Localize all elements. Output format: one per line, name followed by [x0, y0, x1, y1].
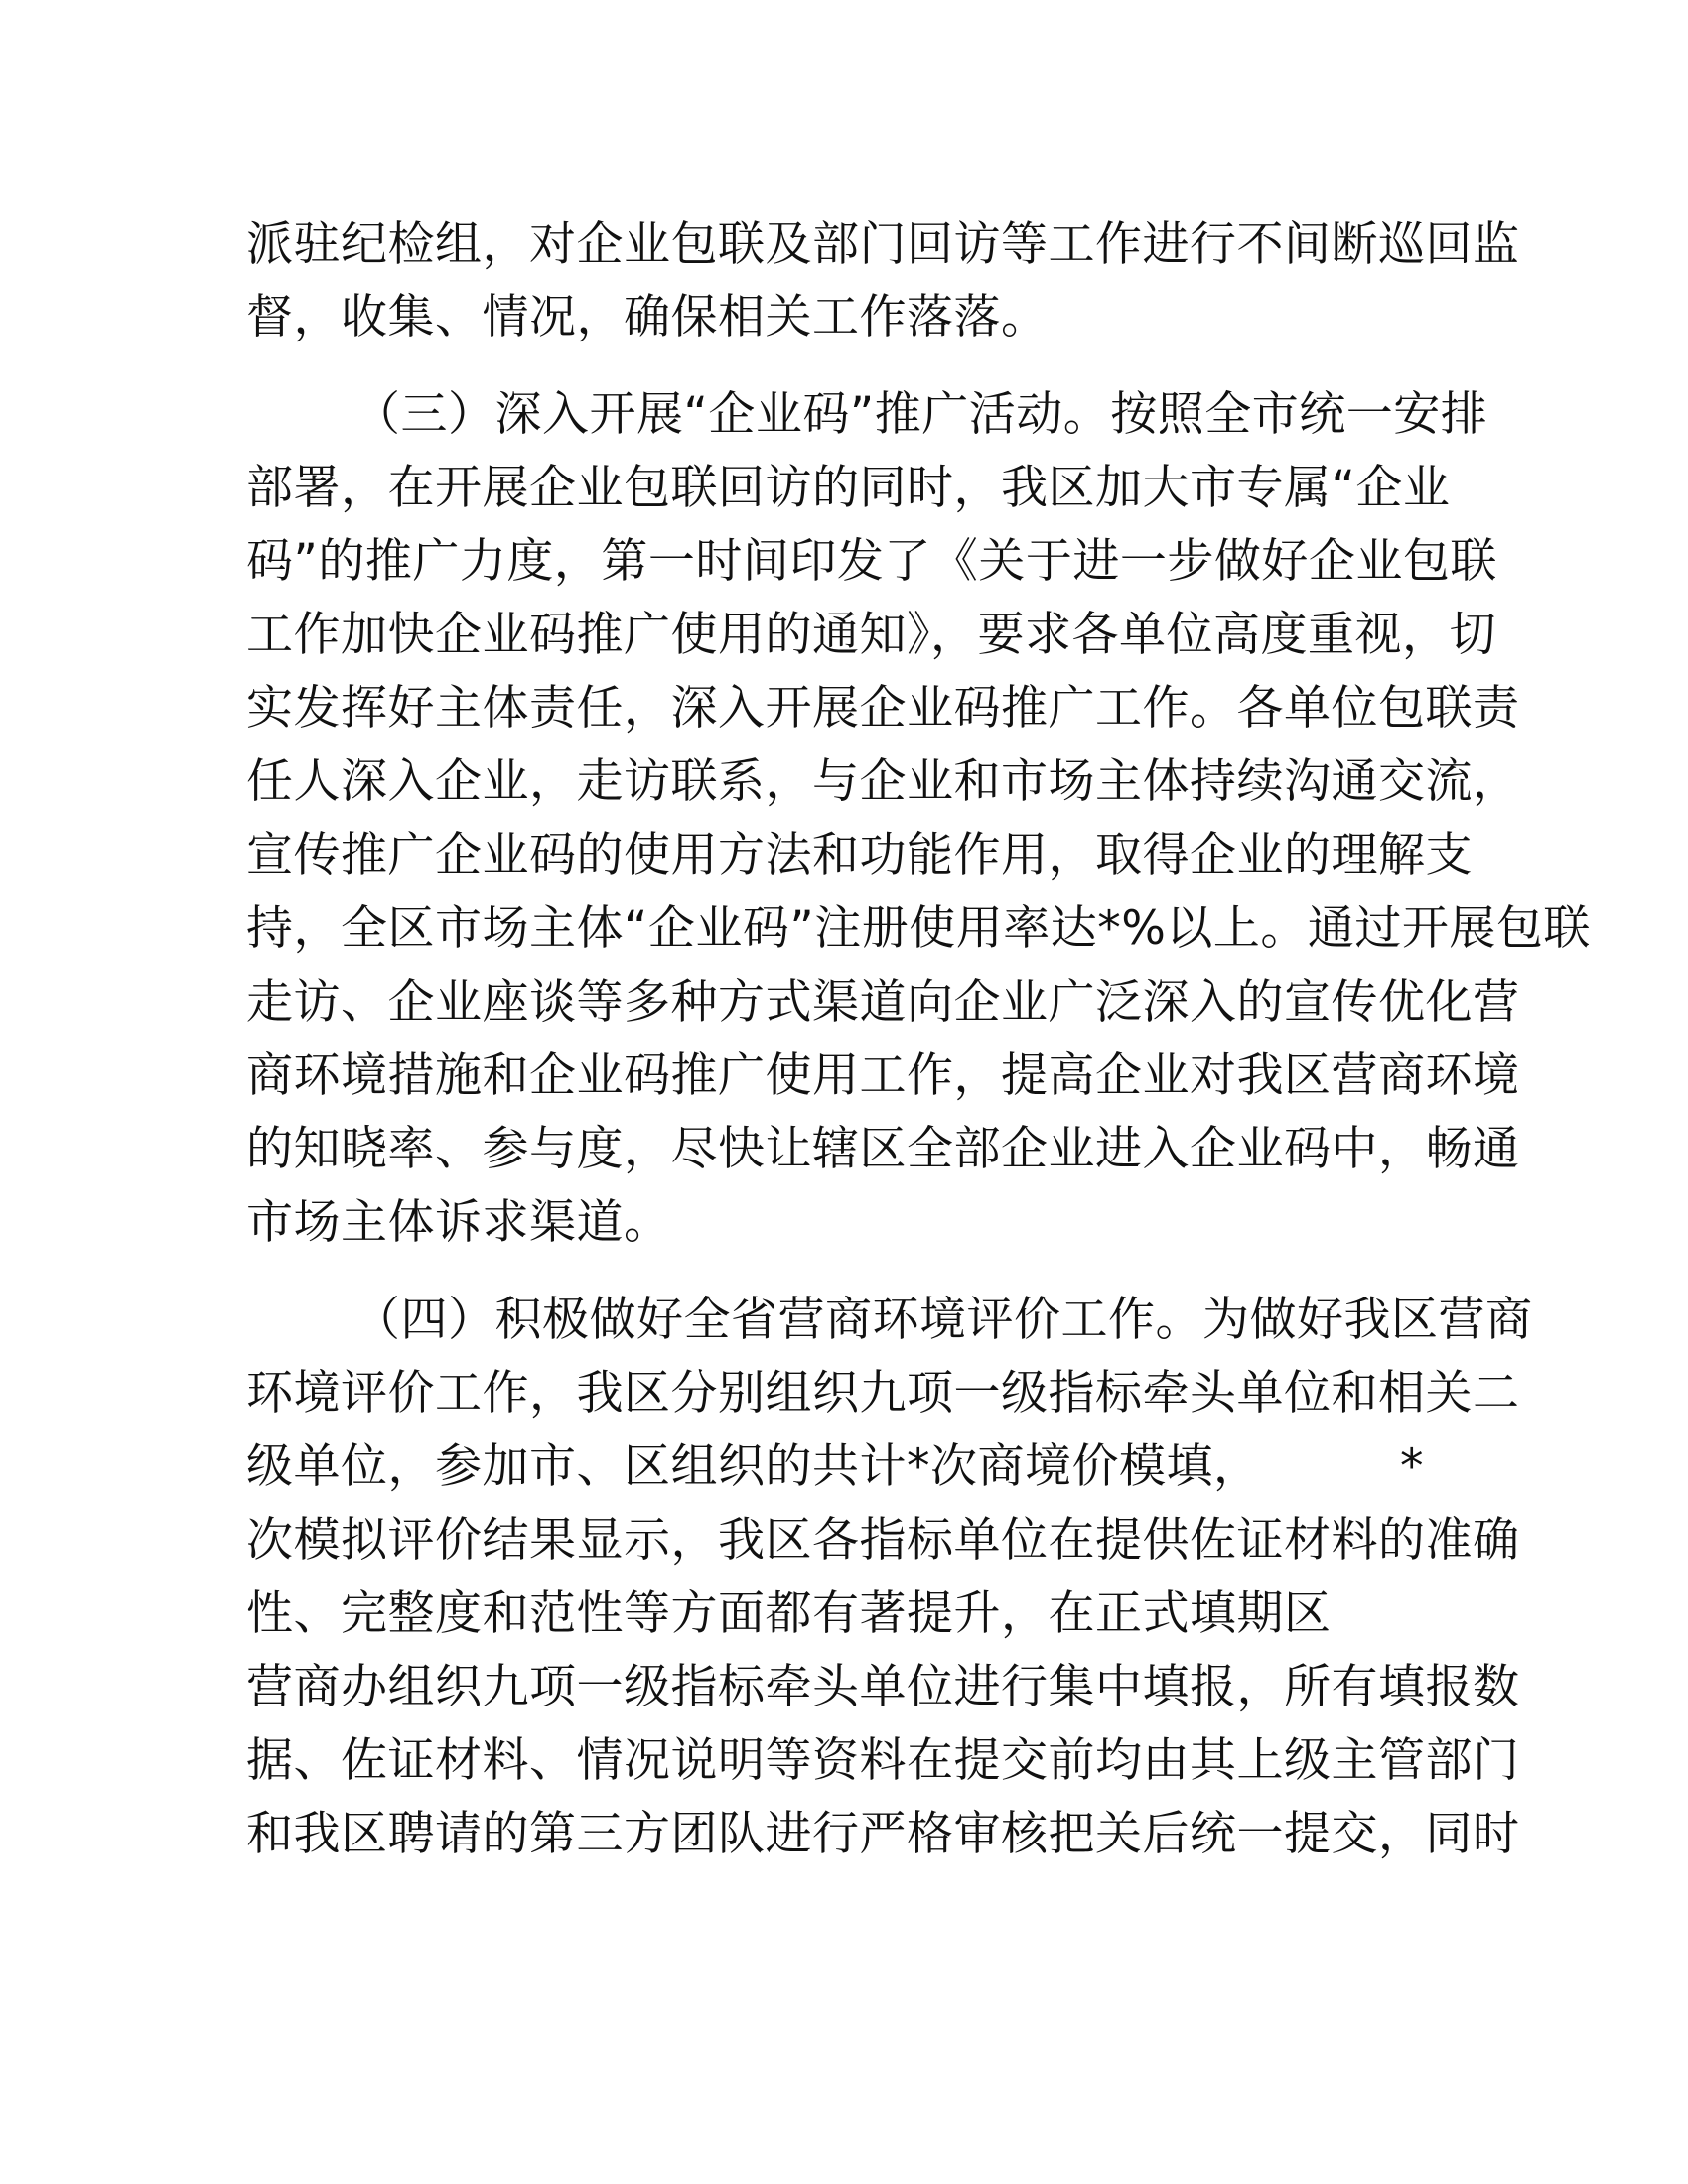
text-line: 部署，在开展企业包联回访的同时，我区加大市专属“企业 [246, 461, 1451, 515]
text-line: 级单位，参加市、区组织的共计*次商境价模填， [246, 1439, 1261, 1494]
text-line: 商环境措施和企业码推广使用工作，提高企业对我区营商环境 [246, 1048, 1520, 1103]
text-line: 环境评价工作，我区分别组织九项一级指标牵头单位和相关二 [246, 1366, 1520, 1421]
text-line: 市场主体诉求渠道。 [246, 1195, 671, 1250]
text-line: 据、佐证材料、情况说明等资料在提交前均由其上级主管部门 [246, 1733, 1520, 1788]
text-line: 和我区聘请的第三方团队进行严格审核把关后统一提交，同时 [246, 1807, 1520, 1861]
text-line: 性、完整度和范性等方面都有著提升，在正式填期区 [246, 1586, 1332, 1641]
stray-asterisk-mark: * [1400, 1439, 1424, 1494]
section-heading-line: （三）深入开展“企业码”推广活动。按照全市统一安排 [353, 387, 1488, 442]
text-line: 督，收集、情况，确保相关工作落落。 [246, 290, 1049, 344]
text-line: 宣传推广企业码的使用方法和功能作用，取得企业的理解支 [246, 828, 1473, 883]
text-line: 的知晓率、参与度，尽快让辖区全部企业进入企业码中，畅通 [246, 1122, 1520, 1176]
text-line: 营商办组织九项一级指标牵头单位进行集中填报，所有填报数 [246, 1660, 1520, 1714]
text-line: 次模拟评价结果显示，我区各指标单位在提供佐证材料的准确 [246, 1513, 1520, 1568]
text-line: 持，全区市场主体“企业码”注册使用率达*%以上。通过开展包联 [246, 901, 1591, 956]
text-line: 走访、企业座谈等多种方式渠道向企业广泛深入的宣传优化营 [246, 975, 1520, 1029]
section-heading-line: （四）积极做好全省营商环境评价工作。为做好我区营商 [353, 1293, 1533, 1347]
text-line: 实发挥好主体责任，深入开展企业码推广工作。各单位包联责 [246, 681, 1520, 736]
text-line: 工作加快企业码推广使用的通知》，要求各单位高度重视，切 [246, 608, 1496, 662]
text-line: 码”的推广力度，第一时间印发了《关于进一步做好企业包联 [246, 534, 1497, 589]
text-line: 派驻纪检组，对企业包联及部门回访等工作进行不间断巡回监 [246, 217, 1520, 272]
text-line: 任人深入企业，走访联系，与企业和市场主体持续沟通交流， [246, 754, 1520, 809]
